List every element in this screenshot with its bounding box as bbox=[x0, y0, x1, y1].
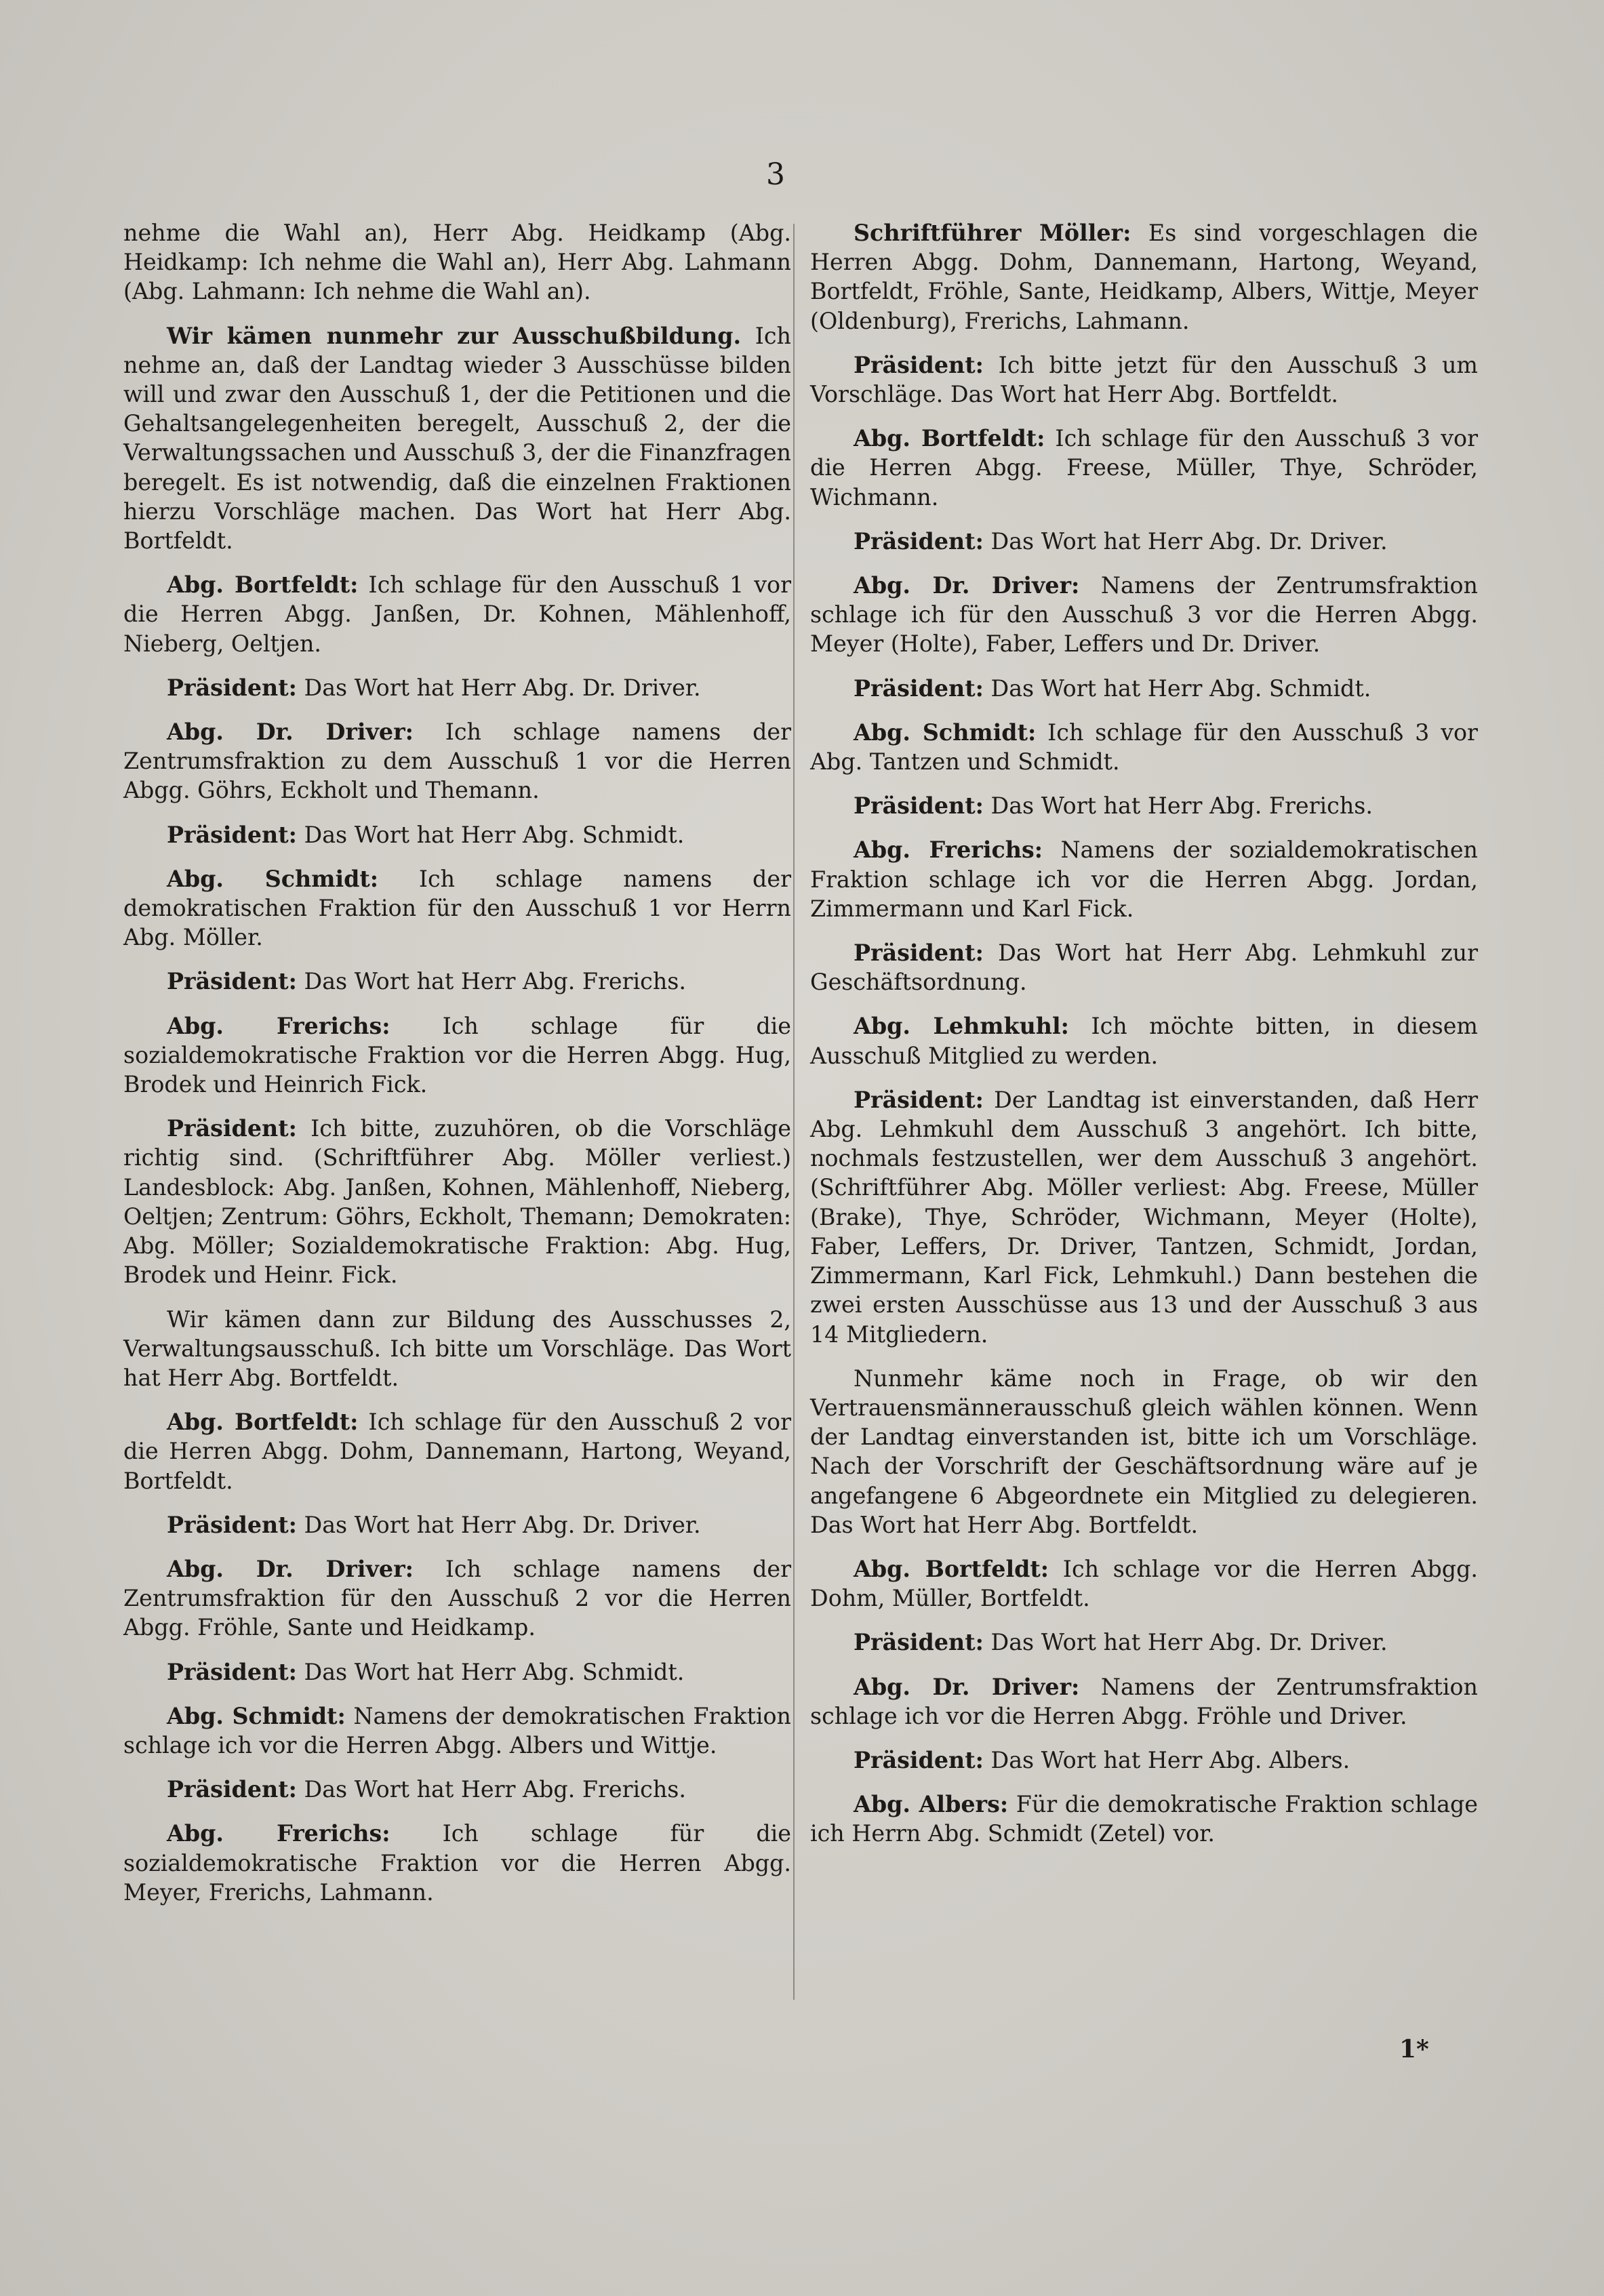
speaker-label: Abg. Albers: bbox=[854, 1791, 1009, 1818]
paragraph bbox=[123, 1775, 791, 1804]
paragraph-text: Das Wort hat Herr Abg. Dr. Driver. bbox=[990, 1629, 1388, 1656]
paragraph bbox=[810, 674, 1478, 703]
paragraph-text: Namens der Zentrumsfraktion schlage ich für den Ausschuß 3 vor die Herren Abgg. Meyer (Holte), Faber, Leffers und Dr. Driver. bbox=[810, 572, 1478, 658]
speaker-label: Abg. Schmidt: bbox=[854, 719, 1037, 746]
paragraph-text: Das Wort hat Herr Abg. Frerichs. bbox=[990, 792, 1373, 820]
speaker-label: Abg. Schmidt: bbox=[167, 1702, 346, 1729]
paragraph bbox=[810, 1628, 1478, 1657]
paragraph bbox=[810, 424, 1478, 512]
paragraph bbox=[810, 1746, 1478, 1775]
paragraph bbox=[810, 791, 1478, 820]
paragraph bbox=[123, 1305, 791, 1393]
paragraph bbox=[810, 1554, 1478, 1613]
paragraph-text: Ich schlage vor die Herren Abgg. Dohm, Müller, Bortfeldt. bbox=[810, 1555, 1478, 1612]
paragraph-text: Ich schlage für den Ausschuß 2 vor die Herren Abgg. Dohm, Dannemann, Hartong, Weyand, Bortfeldt. bbox=[123, 1409, 791, 1494]
paragraph bbox=[810, 527, 1478, 556]
paragraph bbox=[810, 1790, 1478, 1848]
paragraph-text: Ich schlage für die sozialdemokratische Fraktion vor die Herren Abgg. Hug, Brodek und Heinrich Fick. bbox=[123, 1012, 791, 1098]
paragraph bbox=[810, 350, 1478, 409]
paragraph-text: Das Wort hat Herr Abg. Lehmkuhl zur Geschäftsordnung. bbox=[810, 940, 1478, 996]
paragraph-text: nehme die Wahl an), Herr Abg. Heidkamp (Abg. Heidkamp: Ich nehme die Wahl an), Herr Abg. Lahmann (Abg. Lahmann: Ich nehme die Wahl an). bbox=[123, 220, 791, 305]
paragraph bbox=[123, 717, 791, 805]
speaker-label: Präsident: bbox=[854, 940, 984, 967]
paragraph bbox=[810, 571, 1478, 659]
paragraph-text: Das Wort hat Herr Abg. Albers. bbox=[990, 1746, 1350, 1773]
paragraph bbox=[123, 1657, 791, 1687]
speaker-label: Präsident: bbox=[167, 1115, 297, 1142]
paragraph-text: Es sind vorgeschlagen die Herren Abgg. Dohm, Dannemann, Hartong, Weyand, Bortfeldt, Fröhle, Sante, Heidkamp, Albers, Wittje, Meyer (Oldenburg), Frerichs, Lahmann. bbox=[810, 220, 1478, 334]
paragraph bbox=[123, 1510, 791, 1539]
speaker-label: Abg. Dr. Driver: bbox=[854, 572, 1080, 599]
speaker-label: Präsident: bbox=[854, 351, 984, 378]
paragraph bbox=[810, 938, 1478, 996]
paragraph bbox=[810, 1085, 1478, 1349]
paragraph bbox=[123, 1114, 791, 1289]
speaker-label: Präsident: bbox=[167, 1776, 297, 1803]
paragraph-text: Das Wort hat Herr Abg. Frerichs. bbox=[304, 1776, 686, 1803]
speaker-label: Präsident: bbox=[854, 1629, 984, 1656]
speaker-label: Präsident: bbox=[854, 527, 984, 555]
paragraph bbox=[810, 1672, 1478, 1731]
paragraph bbox=[123, 321, 791, 556]
signature-mark: 1* bbox=[1399, 2035, 1429, 2063]
paragraph-text: Der Landtag ist einverstanden, daß Herr Abg. Lehmkuhl dem Ausschuß 3 angehört. Ich bitte, nochmals festzustellen, wer dem Ausschuß 3 angehört. (Schriftführer Abg. Möller verliest: Abg. Freese, Müller (Brake), Thye, Schröder, Wichmann, Meyer (Holte), Faber, Leffers, Dr. Driver, Tantzen, Schmidt, Jordan, Zimmermann, Karl Fick, Lehmkuhl.) Dann bestehen die zwei ersten Ausschüsse aus 13 und der Ausschuß 3 aus 14 Mitgliedern. bbox=[810, 1086, 1478, 1348]
speaker-label: Präsident: bbox=[854, 1086, 984, 1113]
paragraph-text: Namens der Zentrumsfraktion schlage ich vor die Herren Abgg. Fröhle und Driver. bbox=[810, 1673, 1478, 1729]
paragraph-text: Ich schlage für den Ausschuß 1 vor die Herren Abgg. Janßen, Dr. Kohnen, Mählenhoff, Nieberg, Oeltjen. bbox=[123, 571, 791, 657]
speaker-label: Abg. Lehmkuhl: bbox=[854, 1013, 1069, 1040]
left-column bbox=[123, 218, 791, 1922]
column-divider bbox=[793, 224, 795, 2000]
right-column bbox=[810, 218, 1478, 1864]
speaker-label: Abg. Frerichs: bbox=[854, 837, 1043, 864]
paragraph bbox=[123, 570, 791, 658]
paragraph bbox=[123, 1407, 791, 1495]
speaker-label: Abg. Bortfeldt: bbox=[167, 571, 359, 599]
paragraph bbox=[123, 820, 791, 849]
paragraph-text: Das Wort hat Herr Abg. Schmidt. bbox=[990, 674, 1371, 702]
paragraph bbox=[123, 1011, 791, 1100]
paragraph-text: Ich schlage namens der demokratischen Fraktion für den Ausschuß 1 vor Herrn Abg. Möller. bbox=[123, 865, 791, 951]
speaker-label: Präsident: bbox=[167, 821, 297, 848]
paragraph bbox=[810, 718, 1478, 776]
speaker-label: Abg. Bortfeldt: bbox=[854, 1555, 1049, 1582]
paragraph-text: Ich schlage für die sozialdemokratische Fraktion vor die Herren Abgg. Meyer, Frerichs, Lahmann. bbox=[123, 1820, 791, 1906]
paragraph-text: Ich schlage für den Ausschuß 3 vor Abg. Tantzen und Schmidt. bbox=[810, 719, 1478, 776]
speaker-label: Abg. Bortfeldt: bbox=[854, 425, 1045, 452]
paragraph-text: Ich möchte bitten, in diesem Ausschuß Mitglied zu werden. bbox=[810, 1013, 1478, 1069]
speaker-label: Wir kämen nunmehr zur Ausschußbildung. bbox=[167, 322, 742, 349]
speaker-label: Präsident: bbox=[167, 968, 297, 995]
paragraph bbox=[810, 1364, 1478, 1539]
speaker-label: Abg. Schmidt: bbox=[167, 865, 379, 892]
paragraph-text: Namens der demokratischen Fraktion schlage ich vor die Herren Abgg. Albers und Wittje. bbox=[123, 1702, 791, 1758]
paragraph-text: Das Wort hat Herr Abg. Frerichs. bbox=[304, 968, 686, 995]
paragraph-text: Nunmehr käme noch in Frage, ob wir den Vertrauensmännerausschuß gleich wählen können. Wenn der Landtag einverstanden ist, bitte ich um Vorschläge. Nach der Vorschrift der Geschäftsordnung wäre auf je angefangene 6 Abgeordnete ein Mitglied zu delegieren. Das Wort hat Herr Abg. Bortfeldt. bbox=[810, 1365, 1478, 1538]
paragraph-text: Ich nehme an, daß der Landtag wieder 3 Ausschüsse bilden will und zwar den Ausschuß 1, der die Petitionen und die Gehaltsangelegenheiten beregelt, Ausschuß 2, der die Verwaltungssachen und Ausschuß 3, der die Finanzfragen beregelt. Es ist notwendig, daß die einzelnen Fraktionen hierzu Vorschläge machen. Das Wort hat Herr Abg. Bortfeldt. bbox=[123, 322, 791, 555]
paragraph bbox=[123, 673, 791, 702]
paragraph bbox=[123, 218, 791, 306]
paragraph-text: Namens der sozialdemokratischen Fraktion schlage ich vor die Herren Abgg. Jordan, Zimmermann und Karl Fick. bbox=[810, 837, 1478, 922]
paragraph-text: Ich schlage namens der Zentrumsfraktion für den Ausschuß 2 vor die Herren Abgg. Fröhle, Sante und Heidkamp. bbox=[123, 1555, 792, 1641]
speaker-label: Abg. Bortfeldt: bbox=[167, 1409, 359, 1436]
paragraph bbox=[123, 864, 791, 952]
paragraph-text: Das Wort hat Herr Abg. Dr. Driver. bbox=[304, 1511, 701, 1538]
speaker-label: Präsident: bbox=[854, 1746, 984, 1773]
paragraph-text: Das Wort hat Herr Abg. Dr. Driver. bbox=[990, 527, 1388, 555]
paragraph bbox=[123, 967, 791, 996]
page-number: 3 bbox=[766, 157, 786, 192]
paragraph bbox=[810, 218, 1478, 336]
speaker-label: Abg. Frerichs: bbox=[167, 1820, 390, 1847]
paragraph-text: Ich schlage namens der Zentrumsfraktion zu dem Ausschuß 1 vor die Herren Abgg. Göhrs, Eckholt und Themann. bbox=[123, 719, 792, 804]
paragraph bbox=[123, 1554, 791, 1643]
speaker-label: Präsident: bbox=[854, 792, 984, 820]
speaker-label: Präsident: bbox=[167, 1511, 297, 1538]
paragraph bbox=[123, 1701, 791, 1760]
speaker-label: Abg. Frerichs: bbox=[167, 1012, 390, 1039]
speaker-label: Abg. Dr. Driver: bbox=[854, 1673, 1080, 1700]
speaker-label: Abg. Dr. Driver: bbox=[167, 1555, 414, 1582]
speaker-label: Präsident: bbox=[167, 674, 297, 701]
paragraph bbox=[810, 835, 1478, 923]
paragraph-text: Das Wort hat Herr Abg. Schmidt. bbox=[304, 1658, 685, 1685]
speaker-label: Präsident: bbox=[854, 674, 984, 702]
speaker-label: Schriftführer Möller: bbox=[854, 220, 1131, 246]
paragraph-text: Ich bitte jetzt für den Ausschuß 3 um Vorschläge. Das Wort hat Herr Abg. Bortfeldt. bbox=[810, 351, 1478, 408]
paragraph-text: Wir kämen dann zur Bildung des Ausschusses 2, Verwaltungsausschuß. Ich bitte um Vorschläge. Das Wort hat Herr Abg. Bortfeldt. bbox=[123, 1306, 791, 1391]
paragraph bbox=[123, 1819, 791, 1907]
paragraph-text: Ich schlage für den Ausschuß 3 vor die Herren Abgg. Freese, Müller, Thye, Schröder, Wichmann. bbox=[810, 425, 1478, 510]
speaker-label: Präsident: bbox=[167, 1658, 297, 1685]
paragraph-text: Ich bitte, zuzuhören, ob die Vorschläge richtig sind. (Schriftführer Abg. Möller verliest.) Landesblock: Abg. Janßen, Kohnen, Mählenhoff, Nieberg, Oeltjen; Zentrum: Göhrs, Eckholt, Themann; Demokraten: Abg. Möller; Sozialdemokratische Fraktion: Abg. Hug, Brodek und Heinr. Fick. bbox=[123, 1115, 791, 1289]
paragraph-text: Das Wort hat Herr Abg. Dr. Driver. bbox=[304, 674, 701, 701]
paragraph bbox=[810, 1011, 1478, 1070]
paragraph-text: Für die demokratische Fraktion schlage ich Herrn Abg. Schmidt (Zetel) vor. bbox=[810, 1791, 1478, 1847]
speaker-label: Abg. Dr. Driver: bbox=[167, 719, 414, 746]
paragraph-text: Das Wort hat Herr Abg. Schmidt. bbox=[304, 821, 685, 848]
